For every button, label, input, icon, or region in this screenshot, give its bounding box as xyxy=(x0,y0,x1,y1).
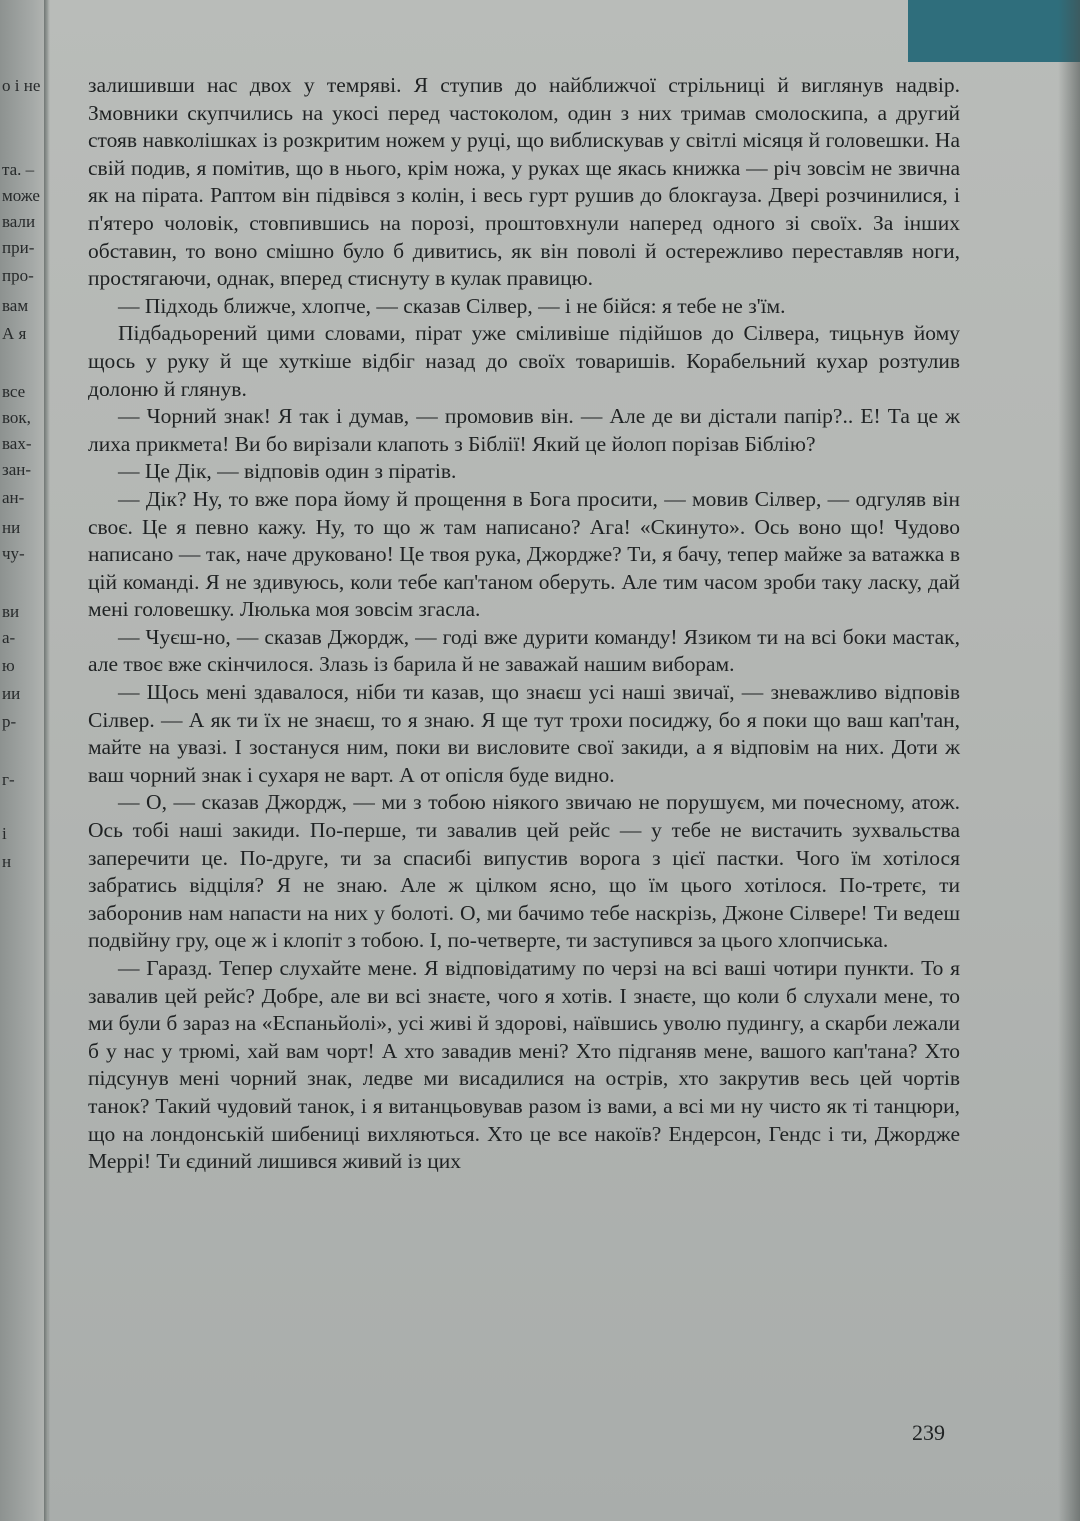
margin-fragment: ни xyxy=(2,518,21,537)
paragraph: — Чуєш-но, — сказав Джордж, — годі вже дурити команду! Язиком ти на всі боки мастак, але твоє вже скінчилося. Злазь із барила й не заважай нашим виборам. xyxy=(88,624,960,677)
margin-fragment: ви xyxy=(2,602,20,621)
margin-fragment: н xyxy=(2,852,12,871)
paragraph: — Щось мені здавалося, ніби ти казав, що знаєш усі наші звичаї, — зневажливо відповів Сілвер. — А як ти їх не знаєш, то я знаю. Я ще тут трохи посиджу, бо я поки що ваш кап'тан, майте на увазі. І зостануся ним, поки ви висловите свої закиди, а я відповім на них. Доти ж ваш чорний знак і сухаря не варт. А от опісля буде видно. xyxy=(88,680,960,787)
margin-fragment: і xyxy=(2,824,7,843)
paragraph: — Дік? Ну, то вже пора йому й прощення в Бога просити, — мовив Сілвер, — одгуляв він своє. Це я певно кажу. Ну, то що ж там написано? Ага! «Скинуто». Ось воно що! Чудово написано — так, наче друковано! Це твоя рука, Джордже? Ти, я бачу, тепер майже за ватажка в цій команді. Я не здивуюсь, коли тебе кап'таном оберуть. Але тим часом зроби таку ласку, дай мені головешку. Люлька моя зовсім згасла. xyxy=(88,486,960,622)
margin-fragment: та. – xyxy=(2,160,35,179)
spine-fold-shadow xyxy=(44,0,50,1521)
page-number: 239 xyxy=(912,1420,945,1445)
page-edge-shadow xyxy=(1058,0,1080,1521)
corner-color-tab xyxy=(908,0,1080,62)
paragraph: — Чорний знак! Я так і думав, — промовив він. — Але де ви дістали папір?.. Е! Та це ж лиха прикмета! Ви бо вирізали клапоть з Біблії! Який це йолоп порізав Біблію? xyxy=(88,404,960,456)
paragraph: — Це Дік, — відповів один з піратів. xyxy=(118,459,457,484)
paragraph: Підбадьорений цими словами, пірат уже сміливіше підійшов до Сілвера, тицьнув йому щось у руку й ще хуткіше відбіг назад до своїх товаришів. Корабельний кухар розтулив долоню й глянув. xyxy=(88,321,960,401)
margin-fragment: а- xyxy=(2,628,16,647)
margin-fragment: р- xyxy=(2,712,17,731)
margin-fragment: все xyxy=(2,382,26,401)
margin-fragment: А я xyxy=(2,324,27,343)
paragraph: залишивши нас двох у темряві. Я ступив до найближчої стрільниці й виглянув надвір. Змовники скупчились на укосі перед частоколом, один з них тримав смолоскипа, а другий стояв навколішках із розкритим ножем у руці, що виблискував у світлі місяця й головешки. На свій подив, я помітив, що в нього, крім ножа, у руках ще якась книжка — річ зовсім не звична як на пірата. Раптом він підвівся з колін, і весь гурт рушив до блокгауза. Двері розчинилися, і п'ятеро чоловік, стовпившись на порозі, проштовхнули наперед одного зі своїх. За інших обставин, то воно смішно було б дивитись, як він поволі й остережливо переставляв ноги, простягаючи, однак, вперед стиснуту в кулак правицю. xyxy=(88,73,960,291)
margin-fragment: зан- xyxy=(2,460,32,479)
margin-fragment: ии xyxy=(2,684,21,703)
margin-fragment: вах- xyxy=(2,434,32,453)
margin-fragment: вали xyxy=(2,212,36,231)
margin-fragment: о і не xyxy=(2,76,41,95)
paragraph: — Гаразд. Тепер слухайте мене. Я відповідатиму по черзі на всі ваші чотири пункти. То я завалив цей рейс? Добре, але ви всі знаєте, чого я хотів. І знаєте, що коли б слухали мене, то ми були б зараз на «Еспаньйолі», усі живі й здорові, наївшись уволю пудингу, а скарби лежали б у нас у трюмі, хай вам чорт! А хто завадив мені? Хто підганяв мене, вашого кап'тана? Хто підсунув мені чорний знак, ледве ми висадилися на острів, хто закрутив весь цей чортів танок? Такий чудовий танок, і я витанцьовував разом із вами, а всі ми ну чисто як ті танцюри, що на лондонській шибениці вихляються. Хто це все накоїв? Ендерсон, Гендс і ти, Джордже Меррі! Ти єдиний лишився живий із цих xyxy=(88,956,960,1174)
margin-fragment: вам xyxy=(2,296,29,315)
margin-fragment: вок, xyxy=(2,408,31,427)
margin-fragment: при- xyxy=(2,238,35,257)
paragraph: — Підходь ближче, хлопче, — сказав Сілвер, — і не бійся: я тебе не з'їм. xyxy=(118,293,786,318)
margin-fragment: може xyxy=(2,186,40,205)
paragraph: — О, — сказав Джордж, — ми з тобою ніякого звичаю не порушуєм, ми почесному, атож. Ось тобі наші закиди. По-перше, ти завалив цей рейс — у тебе не вистачить зухвальства заперечити це. По-друге, ти за спасибі випустив ворога з цієї пастки. Чого їм хотілося забратись відціля? Я не знаю. Але ж цілком ясно, що їм цього хотілося. По-третє, ти заборонив нам напасти на них у болоті. О, ми бачимо тебе наскрізь, Джоне Сілвере! Ти ведеш подвійну гру, оце ж і клопіт з тобою. І, по-четверте, ти заступився за цього хлопчиська. xyxy=(88,790,960,953)
margin-fragment: г- xyxy=(2,770,15,789)
margin-fragment: ю xyxy=(2,656,15,675)
margin-fragment: про- xyxy=(2,266,34,285)
margin-fragment: ан- xyxy=(2,488,25,507)
margin-fragment: чу- xyxy=(2,544,25,563)
main-text xyxy=(88,72,960,1176)
